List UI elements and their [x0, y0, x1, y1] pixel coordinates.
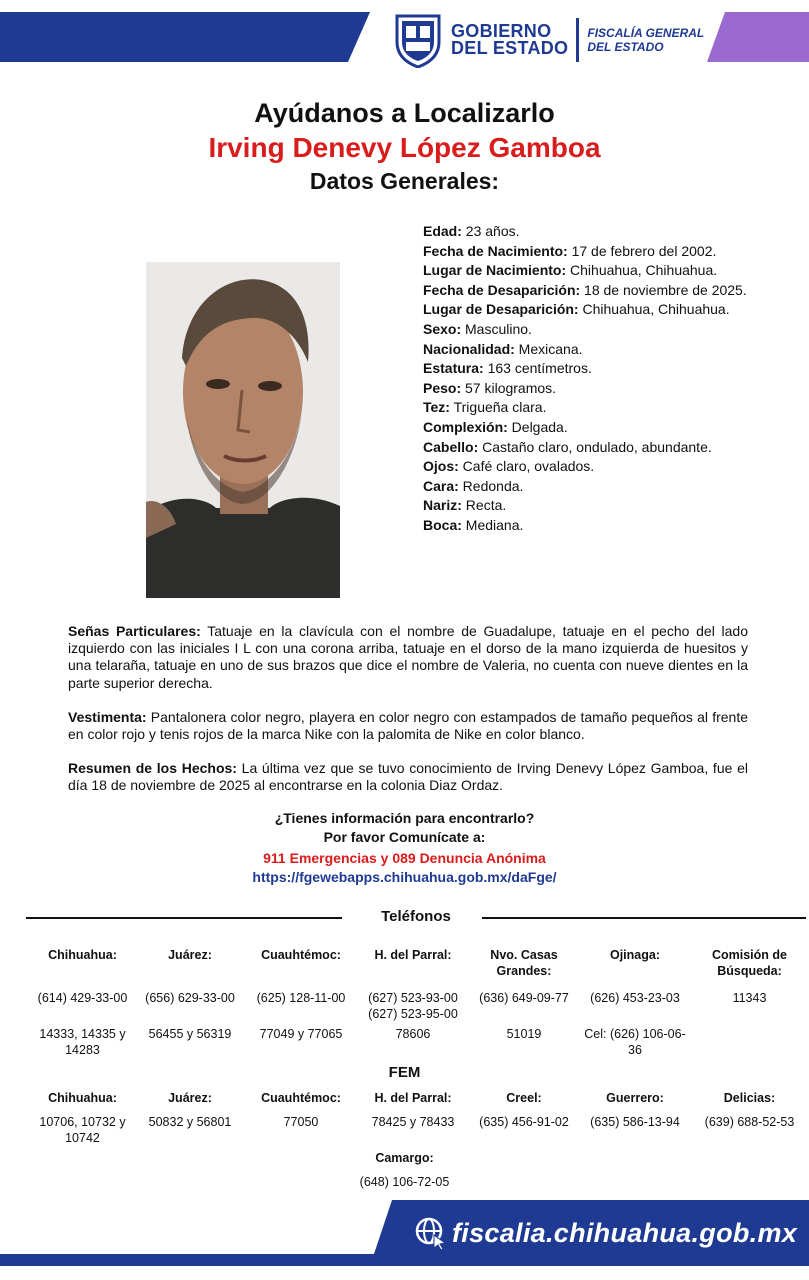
- fem-city-header: Delicias:: [723, 1091, 776, 1105]
- phone-number: 11343: [732, 991, 767, 1005]
- detail-label: Sexo:: [423, 320, 462, 337]
- detail-label: Ojos:: [423, 458, 459, 475]
- government-logo: [393, 12, 704, 68]
- detail-label: Boca:: [423, 516, 462, 533]
- city-header: Chihuahua:: [48, 948, 117, 962]
- detail-label: Tez:: [423, 399, 450, 416]
- phone-number: (636) 649-09-77: [479, 991, 569, 1005]
- detail-label: Lugar de Desaparición:: [423, 301, 579, 318]
- gobierno-line1: GOBIERNO: [451, 21, 552, 41]
- detail-row: [423, 340, 763, 360]
- resumen-label: Resumen de los Hechos:: [68, 760, 237, 776]
- detail-row: [423, 398, 763, 418]
- general-data-list: [423, 222, 763, 536]
- detail-row: [423, 457, 763, 477]
- camargo-label: Camargo:: [375, 1151, 434, 1165]
- phone-number: (656) 629-33-00: [145, 991, 235, 1005]
- header-band-left: [0, 12, 348, 62]
- phone-number: (627) 523-93-00 (627) 523-95-00: [368, 991, 458, 1021]
- fem-city-header: Chihuahua:: [48, 1091, 117, 1105]
- extension-number: 14333, 14335 y 14283: [39, 1027, 126, 1057]
- fem-city-header: Juárez:: [168, 1091, 212, 1105]
- extension-number: 77049 y 77065: [259, 1027, 343, 1041]
- detail-value: Chihuahua, Chihuahua.: [578, 301, 730, 318]
- fem-headers: [30, 1090, 808, 1106]
- contact-question: ¿Tienes información para encontrarlo?: [274, 810, 535, 826]
- person-photo: [146, 262, 340, 598]
- fem-phone-number: (639) 688-52-53: [704, 1115, 795, 1129]
- telefonos-title: Teléfonos: [381, 908, 451, 925]
- detail-label: Fecha de Nacimiento:: [423, 242, 568, 259]
- detail-row: [423, 496, 763, 516]
- detail-value: Recta.: [461, 497, 507, 514]
- detail-row: [423, 222, 763, 242]
- fem-phone-number: 78425 y 78433: [371, 1115, 455, 1129]
- senas-particulares: [68, 623, 748, 692]
- detail-row: [423, 320, 763, 340]
- fem-title: FEM: [388, 1064, 421, 1081]
- detail-label: Cara:: [423, 477, 459, 494]
- phone-number: (626) 453-23-03: [590, 991, 680, 1005]
- detail-value: Castaño claro, ondulado, abundante.: [478, 438, 712, 455]
- extension-number: Cel: (626) 106-06-36: [584, 1027, 686, 1057]
- fiscalia-line1: FISCALÍA GENERAL: [587, 26, 705, 40]
- telefonos-row1: [30, 990, 808, 1022]
- detail-label: Nariz:: [423, 497, 462, 514]
- telefonos-row2: [30, 1026, 808, 1058]
- detail-label: Cabello:: [423, 438, 479, 455]
- camargo-phone: (648) 106-72-05: [359, 1175, 450, 1189]
- vestimenta-text: Pantalonera color negro, playera en color negro con estampados de tamaño pequeños al frente en color rojo y tenis rojos de la marca Nike con la palomita de Nike en color blanco.: [68, 709, 748, 743]
- report-url-link[interactable]: https://fgewebapps.chihuahua.gob.mx/daFge/: [252, 869, 557, 885]
- detail-row: [423, 516, 763, 536]
- fem-city-header: Cuauhtémoc:: [261, 1091, 341, 1105]
- detail-value: 163 centímetros.: [483, 360, 592, 377]
- vestimenta-label: Vestimenta:: [68, 709, 147, 725]
- portrait-illustration: [146, 262, 340, 598]
- detail-value: 57 kilogramos.: [461, 379, 557, 396]
- fem-city-header: H. del Parral:: [374, 1091, 452, 1105]
- detail-label: Lugar de Nacimiento:: [423, 262, 567, 279]
- extension-number: 78606: [395, 1027, 431, 1041]
- resumen-hechos: [68, 760, 748, 794]
- fem-city-header: Guerrero:: [606, 1091, 664, 1105]
- phone-number: (614) 429-33-00: [37, 991, 128, 1005]
- section-title: Datos Generales:: [309, 168, 500, 194]
- detail-value: Trigueña clara.: [449, 399, 547, 416]
- telefonos-divider: [26, 908, 806, 928]
- header-band-right: [725, 12, 809, 62]
- logo-divider: [576, 18, 579, 62]
- detail-value: Delgada.: [507, 418, 568, 435]
- extension-number: 56455 y 56319: [148, 1027, 232, 1041]
- emergency-numbers: 911 Emergencias y 089 Denuncia Anónima: [263, 850, 546, 866]
- fem-phone-number: (635) 586-13-94: [590, 1115, 680, 1129]
- detail-label: Complexión:: [423, 418, 508, 435]
- vestimenta: [68, 709, 748, 743]
- fem-phone-number: 50832 y 56801: [148, 1115, 232, 1129]
- coat-of-arms-icon: [393, 12, 443, 68]
- footer-website-link[interactable]: fiscalia.chihuahua.gob.mx: [452, 1218, 798, 1248]
- detail-value: Mediana.: [461, 516, 524, 533]
- detail-label: Fecha de Desaparición:: [423, 281, 581, 298]
- gobierno-text: [451, 23, 568, 57]
- fem-phone-number: 77050: [283, 1115, 319, 1129]
- extension-number: 51019: [506, 1027, 542, 1041]
- city-header: Comisión de Búsqueda:: [711, 948, 787, 978]
- detail-row: [423, 418, 763, 438]
- city-header: Cuauhtémoc:: [261, 948, 341, 962]
- fiscalia-line2: DEL ESTADO: [587, 40, 664, 54]
- detail-label: Edad:: [423, 223, 462, 239]
- detail-value: Masculino.: [461, 320, 532, 337]
- detail-value: 23 años.: [461, 223, 520, 239]
- detail-value: Café claro, ovalados.: [458, 458, 595, 475]
- detail-label: Peso:: [423, 379, 462, 396]
- detail-row: [423, 477, 763, 497]
- extension-number: [691, 1026, 808, 1058]
- footer-band-blue: [0, 1254, 380, 1266]
- detail-value: 17 de febrero del 2002.: [567, 242, 717, 259]
- detail-row: [423, 242, 763, 262]
- detail-row: [423, 261, 763, 281]
- contact-please: Por favor Comunícate a:: [323, 829, 486, 845]
- city-header: H. del Parral:: [374, 948, 452, 962]
- detail-value: Mexicana.: [514, 340, 583, 357]
- person-name: Irving Denevy López Gamboa: [208, 132, 601, 163]
- detail-label: Nacionalidad:: [423, 340, 515, 357]
- page-title: Ayúdanos a Localizarlo: [254, 98, 555, 128]
- detail-value: Redonda.: [458, 477, 524, 494]
- detail-label: Estatura:: [423, 360, 484, 377]
- fem-row1: [30, 1114, 808, 1146]
- globe-cursor-icon: [414, 1216, 448, 1250]
- fem-phone-number: 10706, 10732 y 10742: [39, 1115, 126, 1145]
- senas-text: Tatuaje en la clavícula con el nombre de Guadalupe, tatuaje en el pecho del lado izquierdo con las iniciales I L con una corona arriba, tatuaje en el dorso de la mano izquierda de huesitos y una telaraña, tatuaje en uno de sus brazos que dice el nombre de Valeria, no cuenta con nueve dientes en la parte superior derecha.: [68, 623, 748, 691]
- detail-value: Chihuahua, Chihuahua.: [566, 262, 718, 279]
- city-header: Juárez:: [168, 948, 212, 962]
- telefonos-headers: [30, 947, 808, 979]
- gobierno-line2: DEL ESTADO: [451, 38, 569, 58]
- city-header: Nvo. Casas Grandes:: [490, 948, 558, 978]
- detail-value: 18 de noviembre de 2025.: [580, 281, 747, 298]
- detail-row: [423, 281, 763, 301]
- fem-city-header: Creel:: [506, 1091, 542, 1105]
- fem-phone-number: (635) 456-91-02: [479, 1115, 569, 1129]
- detail-row: [423, 359, 763, 379]
- detail-row: [423, 379, 763, 399]
- phone-number: (625) 128-11-00: [256, 991, 346, 1005]
- senas-label: Señas Particulares:: [68, 623, 201, 639]
- city-header: Ojinaga:: [609, 948, 660, 962]
- detail-row: [423, 438, 763, 458]
- detail-row: [423, 300, 763, 320]
- resumen-text: La última vez que se tuvo conocimiento de Irving Denevy López Gamboa, fue el día 18 de noviembre de 2025 al encontrarse en la colonia Diaz Ordaz.: [68, 760, 748, 794]
- fiscalia-text: [587, 26, 704, 54]
